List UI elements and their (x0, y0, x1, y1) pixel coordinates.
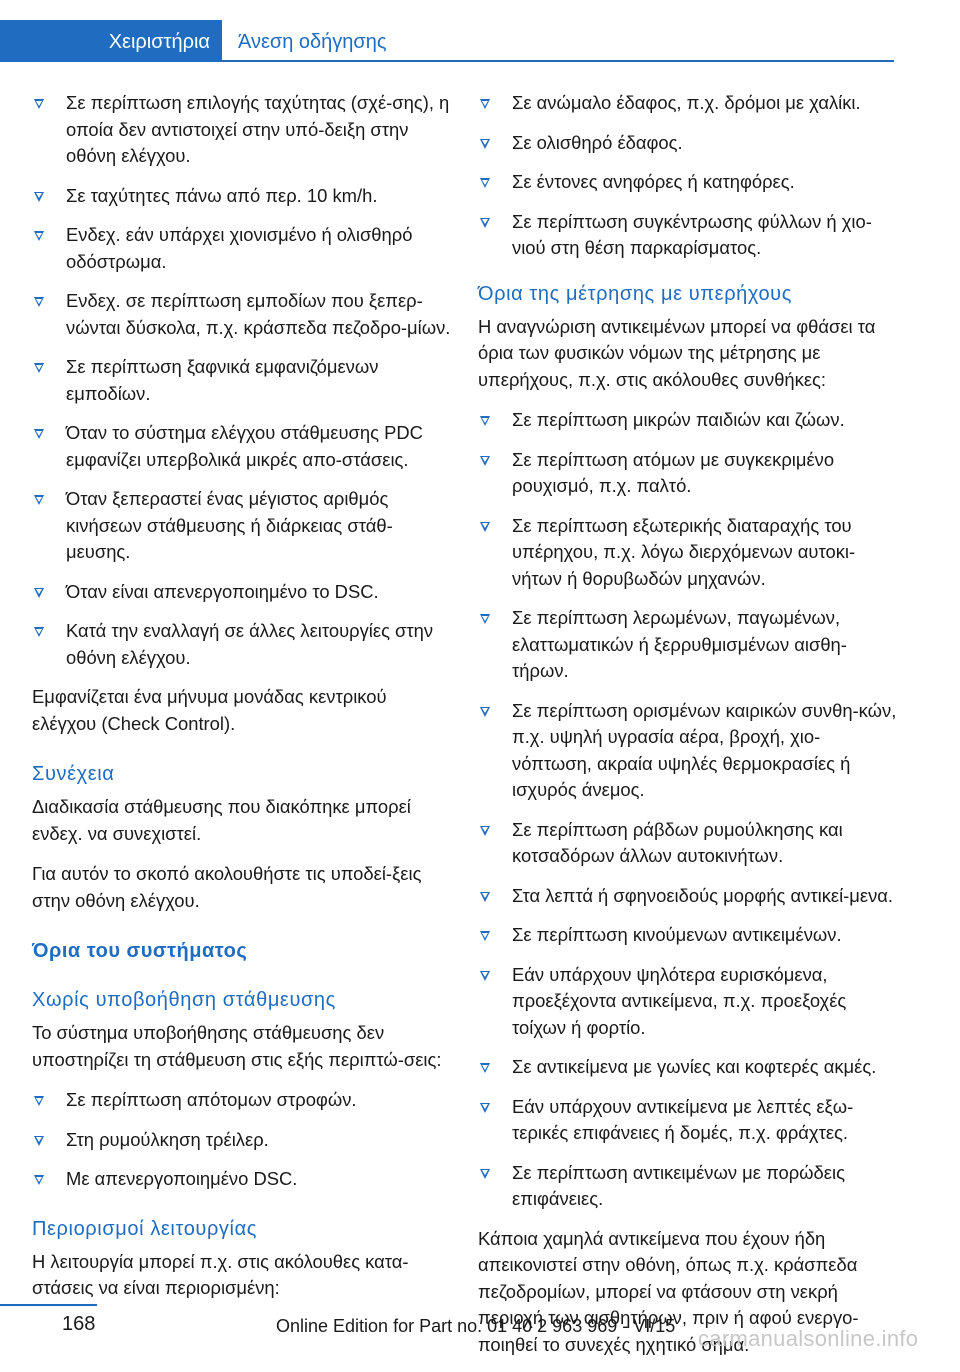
right-bullet-list-1 (478, 90, 898, 262)
continue-paragraph-1: Διαδικασία στάθμευσης που διακόπηκε μπορεί ενδεχ. να συνεχιστεί. (32, 796, 411, 844)
heading-ultrasound-limits: Όρια της μέτρησης με υπερήχους (478, 282, 792, 305)
heading-function-limits: Περιορισμοί λειτουργίας (32, 1217, 257, 1240)
list-item: Στα λεπτά ή σφηνοειδούς μορφής αντικεί‐μενα. (478, 883, 898, 910)
bullet-triangle-icon (34, 429, 44, 439)
left-column (32, 90, 452, 1316)
list-item: Ενδεχ. σε περίπτωση εμποδίων που ξεπερ‐νώνται δύσκολα, π.χ. κράσπεδα πεζοδρο‐μίων. (32, 288, 452, 341)
list-item: Εάν υπάρχουν αντικείμενα με λεπτές εξω‐τερικές επιφάνειες ή δομές, π.χ. φράχτες. (478, 1094, 898, 1147)
header-divider (222, 60, 894, 62)
list-item: Σε περίπτωση ράβδων ρυμούλκησης και κοτσαδόρων άλλων αυτοκινήτων. (478, 817, 898, 870)
bullet-triangle-icon (480, 892, 490, 902)
list-item: Σε ολισθηρό έδαφος. (478, 130, 898, 157)
bullet-triangle-icon (480, 826, 490, 836)
bullet-triangle-icon (34, 495, 44, 505)
list-item: Σε περίπτωση κινούμενων αντικειμένων. (478, 922, 898, 949)
bullet-triangle-icon (480, 522, 490, 532)
bullet-triangle-icon (480, 931, 490, 941)
list-item: Με απενεργοποιημένο DSC. (32, 1166, 452, 1193)
bullet-triangle-icon (480, 416, 490, 426)
bullet-triangle-icon (480, 707, 490, 717)
bullet-triangle-icon (480, 1103, 490, 1113)
bullet-triangle-icon (34, 363, 44, 373)
list-item: Όταν είναι απενεργοποιημένο το DSC. (32, 579, 452, 606)
footer-divider (0, 1304, 97, 1306)
bullet-triangle-icon (34, 297, 44, 307)
bullet-triangle-icon (34, 192, 44, 202)
list-item: Όταν το σύστημα ελέγχου στάθμευσης PDC εμφανίζει υπερβολικά μικρές απο‐στάσεις. (32, 420, 452, 473)
list-item: Ενδεχ. εάν υπάρχει χιονισμένο ή ολισθηρό οδόστρωμα. (32, 222, 452, 275)
list-item: Σε περίπτωση συγκέντρωσης φύλλων ή χιο‐νιού στη θέση παρκαρίσματος. (478, 209, 898, 262)
list-item: Σε περίπτωση αντικειμένων με πορώδεις επιφάνειες. (478, 1160, 898, 1213)
header-tab-driving-comfort[interactable]: Άνεση οδήγησης (238, 31, 387, 53)
bullet-triangle-icon (34, 1096, 44, 1106)
bullet-triangle-icon (34, 627, 44, 637)
heading-system-limits: Όρια του συστήματος (32, 940, 248, 962)
ultrasound-paragraph: Η αναγνώριση αντικειμένων μπορεί να φθάσει τα όρια των φυσικών νόμων της μέτρησης με υπερήχους, π.χ. στις ακόλουθες συνθήκες: (478, 315, 876, 390)
bullet-triangle-icon (34, 99, 44, 109)
list-item: Όταν ξεπεραστεί ένας μέγιστος αριθμός κινήσεων στάθμευσης ή διάρκειας στάθ‐μευσης. (32, 486, 452, 566)
list-item: Σε περίπτωση ορισμένων καιρικών συνθη‐κών, π.χ. υψηλή υγρασία αέρα, βροχή, χιο‐νόπτωση, ακραία υψηλές θερμοκρασίες ή ισχυρός άνεμος. (478, 698, 898, 804)
list-item: Σε περίπτωση ξαφνικά εμφανιζόμενων εμποδίων. (32, 354, 452, 407)
bullet-triangle-icon (480, 1169, 490, 1179)
header-tab-controls[interactable]: Χειριστήρια (0, 20, 222, 62)
list-item: Σε περίπτωση επιλογής ταχύτητας (σχέ‐σης), η οποία δεν αντιστοιχεί στην υπό‐δειξη στην οθόνη ελέγχου. (32, 90, 452, 170)
bullet-triangle-icon (480, 139, 490, 149)
list-item: Σε έντονες ανηφόρες ή κατηφόρες. (478, 169, 898, 196)
heading-no-parking-assist: Χωρίς υποβοήθηση στάθμευσης (32, 989, 336, 1011)
left-bullet-list-2 (32, 1087, 452, 1193)
bullet-triangle-icon (480, 218, 490, 228)
continue-paragraph-2: Για αυτόν το σκοπό ακολουθήστε τις υποδεί‐ξεις στην οθόνη ελέγχου. (32, 863, 422, 911)
list-item: Σε περίπτωση απότομων στροφών. (32, 1087, 452, 1114)
function-limits-paragraph: Η λειτουργία μπορεί π.χ. στις ακόλουθες κατα‐στάσεις να είναι περιορισμένη: (32, 1250, 409, 1298)
list-item: Σε περίπτωση ατόμων με συγκεκριμένο ρουχισμό, π.χ. παλτό. (478, 447, 898, 500)
bullet-triangle-icon (480, 971, 490, 981)
bullet-triangle-icon (480, 99, 490, 109)
bullet-triangle-icon (34, 588, 44, 598)
list-item: Κατά την εναλλαγή σε άλλες λειτουργίες στην οθόνη ελέγχου. (32, 618, 452, 671)
list-item: Σε περίπτωση λερωμένων, παγωμένων, ελαττωματικών ή ξερρυθμισμένων αισθη‐τήρων. (478, 605, 898, 685)
bullet-triangle-icon (34, 231, 44, 241)
list-item: Εάν υπάρχουν ψηλότερα ευρισκόμενα, προεξέχοντα αντικείμενα, π.χ. προεξοχές τοίχων ή φορτίο. (478, 962, 898, 1042)
bullet-triangle-icon (34, 1136, 44, 1146)
left-bullet-list-1 (32, 90, 452, 671)
list-item: Σε περίπτωση εξωτερικής διαταραχής του υπέρηχου, π.χ. λόγω διερχόμενων αυτοκι‐νήτων ή θορυβωδών μηχανών. (478, 513, 898, 593)
list-item: Σε ταχύτητες πάνω από περ. 10 km/h. (32, 183, 452, 210)
list-item: Σε ανώμαλο έδαφος, π.χ. δρόμοι με χαλίκι. (478, 90, 898, 117)
check-control-paragraph: Εμφανίζεται ένα μήνυμα μονάδας κεντρικού ελέγχου (Check Control). (32, 686, 387, 734)
bullet-triangle-icon (480, 614, 490, 624)
page-number: 168 (62, 1313, 96, 1335)
no-assist-paragraph: Το σύστημα υποβοήθησης στάθμευσης δεν υποστηρίζει τη στάθμευση στις εξής περιπτώ‐σεις: (32, 1022, 442, 1070)
bullet-triangle-icon (480, 456, 490, 466)
list-item: Σε περίπτωση μικρών παιδιών και ζώων. (478, 407, 898, 434)
right-bullet-list-2 (478, 407, 898, 1213)
bullet-triangle-icon (480, 178, 490, 188)
right-column (478, 90, 898, 1372)
page-header (0, 0, 960, 62)
list-item: Στη ρυμούλκηση τρέιλερ. (32, 1127, 452, 1154)
bullet-triangle-icon (34, 1175, 44, 1185)
watermark-logo: carmanualsonline.info (698, 1326, 919, 1351)
list-item: Σε αντικείμενα με γωνίες και κοφτερές ακμές. (478, 1054, 898, 1081)
bullet-triangle-icon (480, 1063, 490, 1073)
heading-continue: Συνέχεια (32, 763, 115, 785)
low-objects-paragraph: Κάποια χαμηλά αντικείμενα που έχουν ήδη απεικονιστεί στην οθόνη, όπως π.χ. κράσπεδα πεζοδρομίων, μπορεί να φτάσουν στη νεκρή περιοχή των αισθητήρων, πριν ή αφού ενεργο‐ποιηθεί το συνεχές ηχητικό σήμα. (478, 1227, 859, 1355)
online-edition-text: Online Edition for Part no. 01 40 2 963 969 - VI/15 (276, 1316, 676, 1336)
